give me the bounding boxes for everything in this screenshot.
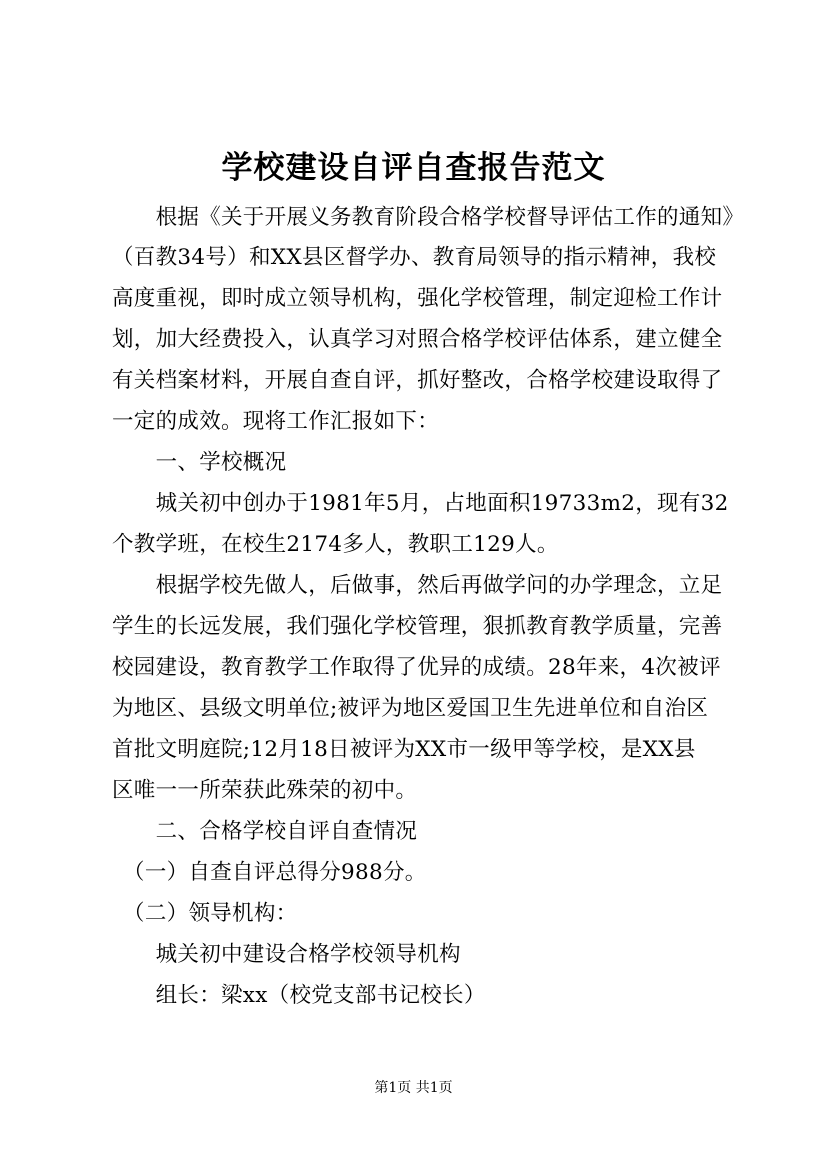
body-line-19: 城关初中建设合格学校领导机构: [112, 942, 461, 967]
body-line-12: 校园建设，教育教学工作取得了优异的成绩。28年来，4次被评: [112, 655, 721, 680]
section-heading-1: 一、学校概况: [112, 450, 287, 475]
body-line-11: 学生的长远发展，我们强化学校管理，狠抓教育教学质量，完善: [112, 614, 723, 639]
body-line-1: 根据《关于开展义务教育阶段合格学校督导评估工作的通知》: [112, 205, 745, 230]
body-line-8: 城关初中创办于1981年5月，占地面积19733m2，现有32: [112, 491, 729, 516]
body-line-2: （百教34号）和XX县区督学办、教育局领导的指示精神，我校: [112, 245, 717, 270]
body-line-5: 有关档案材料，开展自查自评，抓好整改，合格学校建设取得了: [112, 368, 723, 393]
document-title: 学校建设自评自查报告范文: [221, 150, 606, 186]
body-line-13: 为地区、县级文明单位;被评为地区爱国卫生先进单位和自治区: [112, 696, 709, 721]
body-line-20: 组长：梁xx（校党支部书记校长）: [112, 983, 486, 1008]
body-line-14: 首批文明庭院;12月18日被评为XX市一级甲等学校，是XX县: [112, 737, 696, 762]
body-line-15: 区唯一一所荣获此殊荣的初中。: [112, 778, 418, 803]
sub-heading-1: （一）自查自评总得分988分。: [112, 860, 427, 885]
section-heading-2: 二、合格学校自评自查情况: [112, 819, 418, 844]
body-line-3: 高度重视，即时成立领导机构，强化学校管理，制定迎检工作计: [112, 286, 723, 311]
body-line-9: 个教学班，在校生2174多人，教职工129人。: [112, 532, 559, 557]
page-footer: 第1页 共1页: [374, 1080, 453, 1096]
body-line-4: 划，加大经费投入，认真学习对照合格学校评估体系，建立健全: [112, 327, 723, 352]
sub-heading-2: （二）领导机构：: [112, 901, 298, 926]
body-line-6: 一定的成效。现将工作汇报如下：: [112, 409, 440, 434]
body-line-10: 根据学校先做人，后做事，然后再做学问的办学理念，立足: [112, 573, 723, 598]
